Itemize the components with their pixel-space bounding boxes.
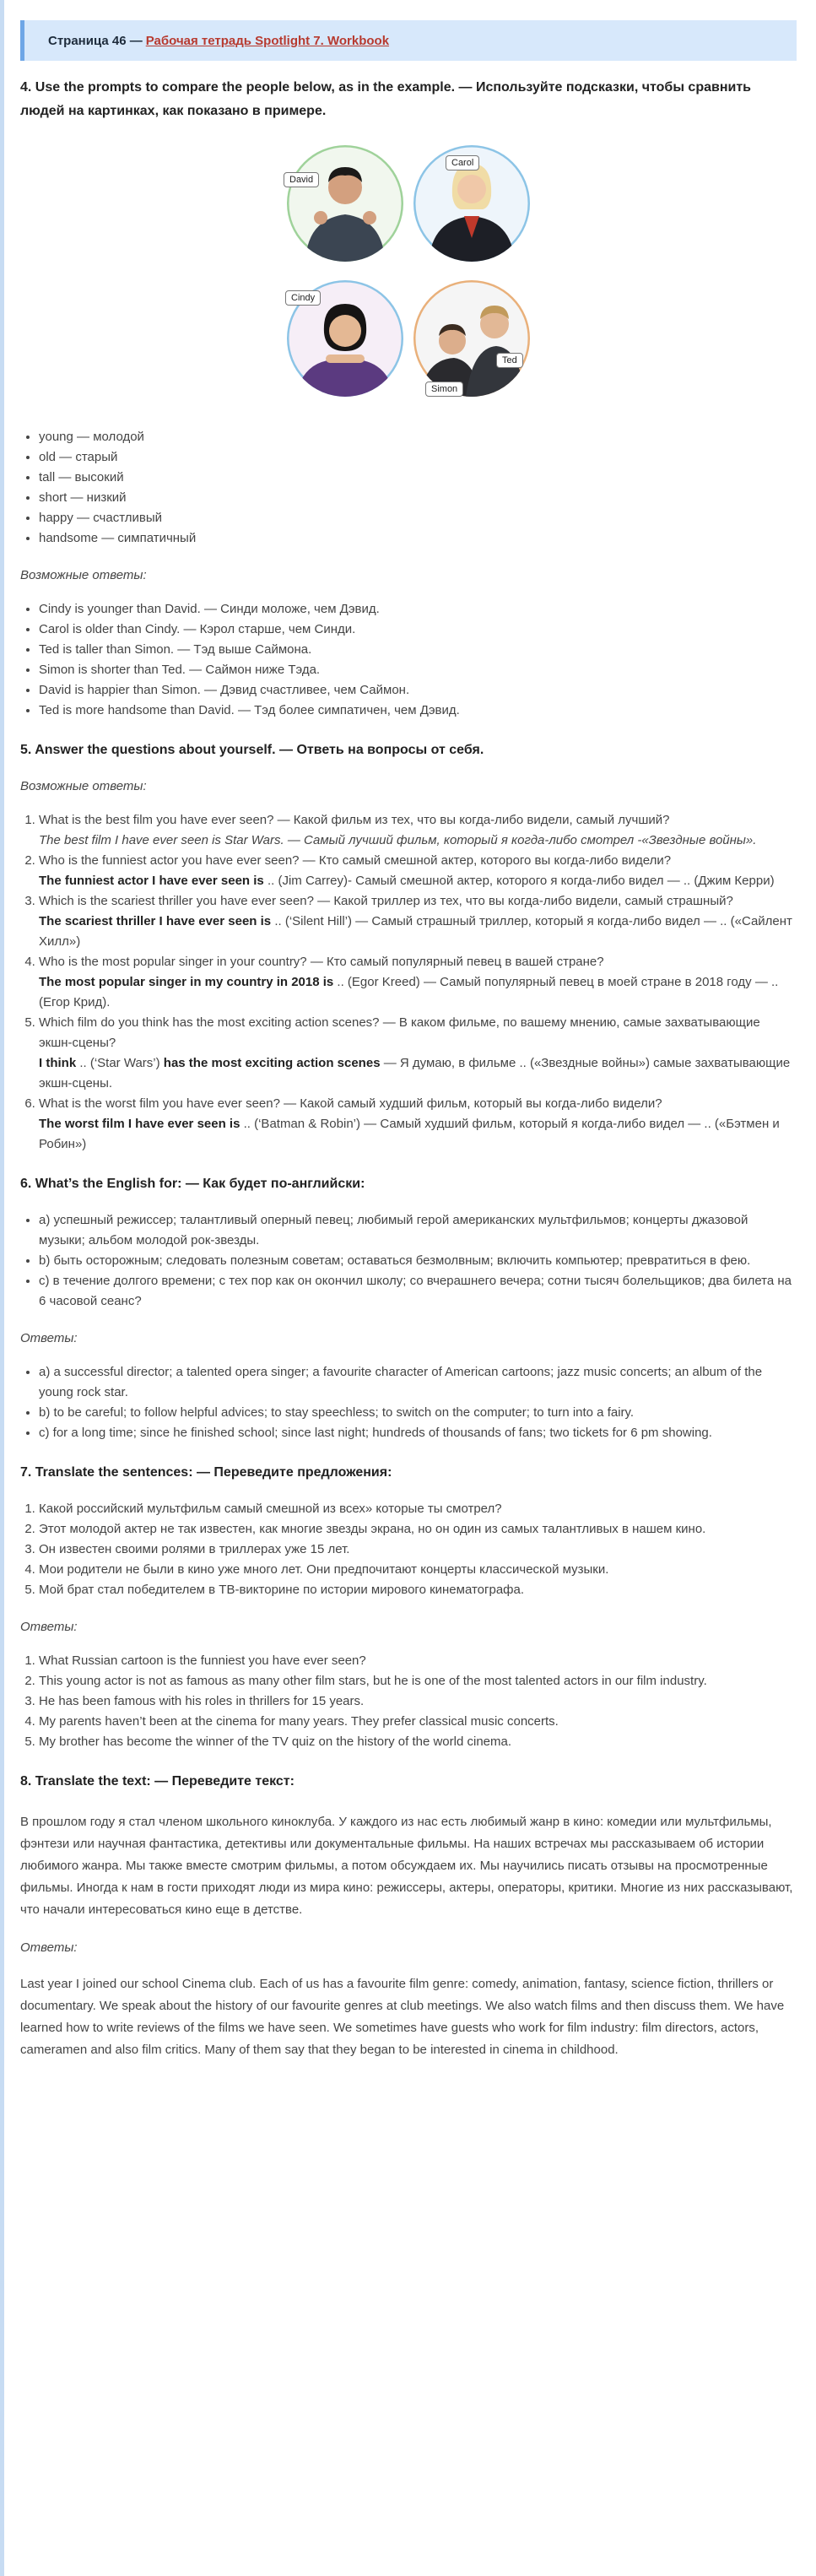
answer-text: .. (‘Silent Hill’) — Самый страшный триллер, который я когда-либо видел — .. («Сайлент Хилл») (39, 914, 792, 949)
answers-label: Возможные ответы: (20, 779, 147, 793)
task7-answer-list (20, 1651, 797, 1752)
prompt-list (20, 427, 797, 549)
list-item (39, 1013, 797, 1094)
question-text: Which film do you think has the most exciting action scenes? — В каком фильме, по вашему мнению, самые захватывающие экшн-сцены? (39, 1015, 760, 1050)
question-text: What is the worst film you have ever seen? — Какой самый худший фильм, который вы когда-либо видели? (39, 1096, 662, 1111)
list-item (39, 891, 797, 952)
list-item: • handsome — симпатичный (39, 528, 797, 549)
answers-label: Возможные ответы: (20, 568, 147, 582)
list-item: • short — низкий (39, 488, 797, 508)
question-text: Who is the most popular singer in your country? — Кто самый популярный певец в вашей стране? (39, 955, 604, 969)
task5-question-list (20, 810, 797, 1155)
list-item: 2. This young actor is not as famous as many other film stars, but he is one of the most talented actors in our film industry. (39, 1671, 797, 1691)
answer-text: The best film I have ever seen is Star Wars. — Самый лучший фильм, который я когда-либо смотрел -«Звездные войны». (39, 833, 757, 847)
task4-title: 4. Use the prompts to compare the people below, as in the example. — Используйте подсказки, чтобы сравнить людей на картинках, как показано в примере. (20, 80, 751, 118)
list-item: 5. Мой брат стал победителем в ТВ-викторине по истории мирового кинематографа. (39, 1580, 797, 1600)
list-item: 4. My parents haven’t been at the cinema for many years. They prefer classical music concerts. (39, 1712, 797, 1732)
answers-label: Ответы: (20, 1331, 78, 1345)
answer-bold: The worst film I have ever seen is (39, 1117, 240, 1131)
task7-title: 7. Translate the sentences: — Переведите предложения: (20, 1465, 392, 1480)
answer-text: .. (‘Star Wars’) (76, 1056, 164, 1070)
list-item: • happy — счастливый (39, 508, 797, 528)
task5-title: 5. Answer the questions about yourself. — Ответь на вопросы от себя. (20, 743, 484, 757)
list-item: • tall — высокий (39, 468, 797, 488)
task7-sentence-list (20, 1499, 797, 1600)
page-content (20, 0, 797, 2061)
photo-simon-ted (413, 280, 530, 397)
photo-david (287, 145, 403, 262)
list-item: • a) a successful director; a talented opera singer; a favourite character of American cartoons; jazz music concerts; an album of the young rock star. (39, 1362, 797, 1403)
list-item (39, 1094, 797, 1155)
english-text: Last year I joined our school Cinema club. Each of us has a favourite film genre: comedy, animation, fantasy, science fiction, thrillers or documentary. We speak about the history of our favourite genres at club meetings. We also watch films and then discuss them. We have learned how to write reviews of the films we have seen. We sometimes have guests who work for film industry: film directors, actors, cameramen and also film critics. Many of them say that they began to be interested in cinema in childhood. (20, 1977, 785, 2057)
list-item: • David is happier than Simon. — Дэвид счастливее, чем Саймон. (39, 680, 797, 701)
answers-label: Ответы: (20, 1620, 78, 1634)
workbook-link[interactable]: Рабочая тетрадь Spotlight 7. Workbook (145, 33, 390, 48)
list-item: • Ted is more handsome than David. — Тэд более симпатичен, чем Дэвид. (39, 701, 797, 721)
name-tag-simon: Simon (425, 382, 463, 397)
answer-text: .. (Jim Carrey)- Самый смешной актер, которого я когда-либо видел — .. (Джим Керри) (263, 874, 775, 888)
answer-bold: The funniest actor I have ever seen is (39, 874, 264, 888)
list-item: • old — старый (39, 447, 797, 468)
name-tag-cindy: Cindy (285, 290, 321, 306)
list-item (39, 851, 797, 891)
list-item: • b) быть осторожным; следовать полезным советам; оставаться безмолвным; включить компьютер; превратиться в фею. (39, 1251, 797, 1271)
list-item: • a) успешный режиссер; талантливый оперный певец; любимый герой американских мультфильмов; концерты джазовой музыки; альбом молодой рок-звезды. (39, 1210, 797, 1251)
russian-text: В прошлом году я стал членом школьного киноклуба. У каждого из нас есть любимый жанр в кино: комедии или мультфильмы, фэнтези или научная фантастика, детективы или документальные фильмы. На наших встречах мы рассказываем об истории любимого жанра. Мы также вместе смотрим фильмы, а потом обсуждаем их. Мы научились писать отзывы на просмотренные фильмы. Иногда к нам в гости приходят люди из мира кино: режиссеры, актеры, операторы, критики. Многие из них рассказывают, что начали интересоваться кино еще в детстве. (20, 1815, 793, 1917)
answer-text: .. (‘Batman & Robin’) — Самый худший фильм, который я когда-либо видел — .. («Бэтмен и Робин») (39, 1117, 780, 1151)
answer-bold: I think (39, 1056, 77, 1070)
name-tag-david: David (284, 172, 319, 187)
answer-bold: The scariest thriller I have ever seen is (39, 914, 272, 928)
answer-text: — Я думаю, в фильме .. («Звездные войны») самые захватывающие экшн-сцены. (39, 1056, 791, 1090)
task6-answer-list (20, 1362, 797, 1443)
list-item: 1. Какой российский мультфильм самый смешной из всех» которые ты смотрел? (39, 1499, 797, 1519)
task4-answer-list (20, 599, 797, 721)
list-item: 5. My brother has become the winner of the TV quiz on the history of the world cinema. (39, 1732, 797, 1752)
list-item: • Ted is taller than Simon. — Тэд выше Саймона. (39, 640, 797, 660)
question-text: What is the best film you have ever seen? — Какой фильм из тех, что вы когда-либо видели, самый лучший? (39, 813, 670, 827)
left-page-rule (0, 0, 4, 2576)
question-text: Which is the scariest thriller you have ever seen? — Какой триллер из тех, что вы когда-либо видели, самый страшный? (39, 894, 733, 908)
list-item: • young — молодой (39, 427, 797, 447)
list-item (39, 952, 797, 1013)
list-item: • Carol is older than Cindy. — Кэрол старше, чем Синди. (39, 620, 797, 640)
list-item: • Simon is shorter than Ted. — Саймон ниже Тэда. (39, 660, 797, 680)
answers-label: Ответы: (20, 1940, 78, 1955)
people-illustration (282, 140, 535, 410)
page-header (20, 20, 797, 61)
list-item: 3. Он известен своими ролями в триллерах уже 15 лет. (39, 1540, 797, 1560)
answer-bold: has the most exciting action scenes (163, 1056, 381, 1070)
answer-text: .. (Egor Kreed) — Самый популярный певец в моей стране в 2018 году — .. (Егор Крид). (39, 975, 779, 1009)
task8-title: 8. Translate the text: — Переведите текст: (20, 1774, 295, 1789)
list-item (39, 810, 797, 851)
task6-item-list (20, 1210, 797, 1312)
list-item: • c) в течение долгого времени; с тех пор как он окончил школу; со вчерашнего вечера; сотни тысяч болельщиков; два билета на 6 часовой сеанс? (39, 1271, 797, 1312)
list-item: 2. Этот молодой актер не так известен, как многие звезды экрана, но он один из самых талантливых в нашем кино. (39, 1519, 797, 1540)
page-label: Страница 46 — (48, 33, 143, 48)
answer-bold: The most popular singer in my country in 2018 is (39, 975, 334, 989)
list-item: • b) to be careful; to follow helpful advices; to stay speechless; to switch on the computer; to turn into a fairy. (39, 1403, 797, 1423)
name-tag-ted: Ted (496, 353, 523, 368)
list-item: 4. Мои родители не были в кино уже много лет. Они предпочитают концерты классической музыки. (39, 1560, 797, 1580)
name-tag-carol: Carol (446, 155, 479, 170)
question-text: Who is the funniest actor you have ever seen? — Кто самый смешной актер, которого вы когда-либо видели? (39, 853, 672, 868)
task6-title: 6. What’s the English for: — Как будет по-английски: (20, 1177, 365, 1191)
list-item: 1. What Russian cartoon is the funniest you have ever seen? (39, 1651, 797, 1671)
list-item: • Cindy is younger than David. — Синди моложе, чем Дэвид. (39, 599, 797, 620)
list-item: 3. He has been famous with his roles in thrillers for 15 years. (39, 1691, 797, 1712)
list-item: • c) for a long time; since he finished school; since last night; hundreds of thousands of fans; two tickets for 6 pm showing. (39, 1423, 797, 1443)
